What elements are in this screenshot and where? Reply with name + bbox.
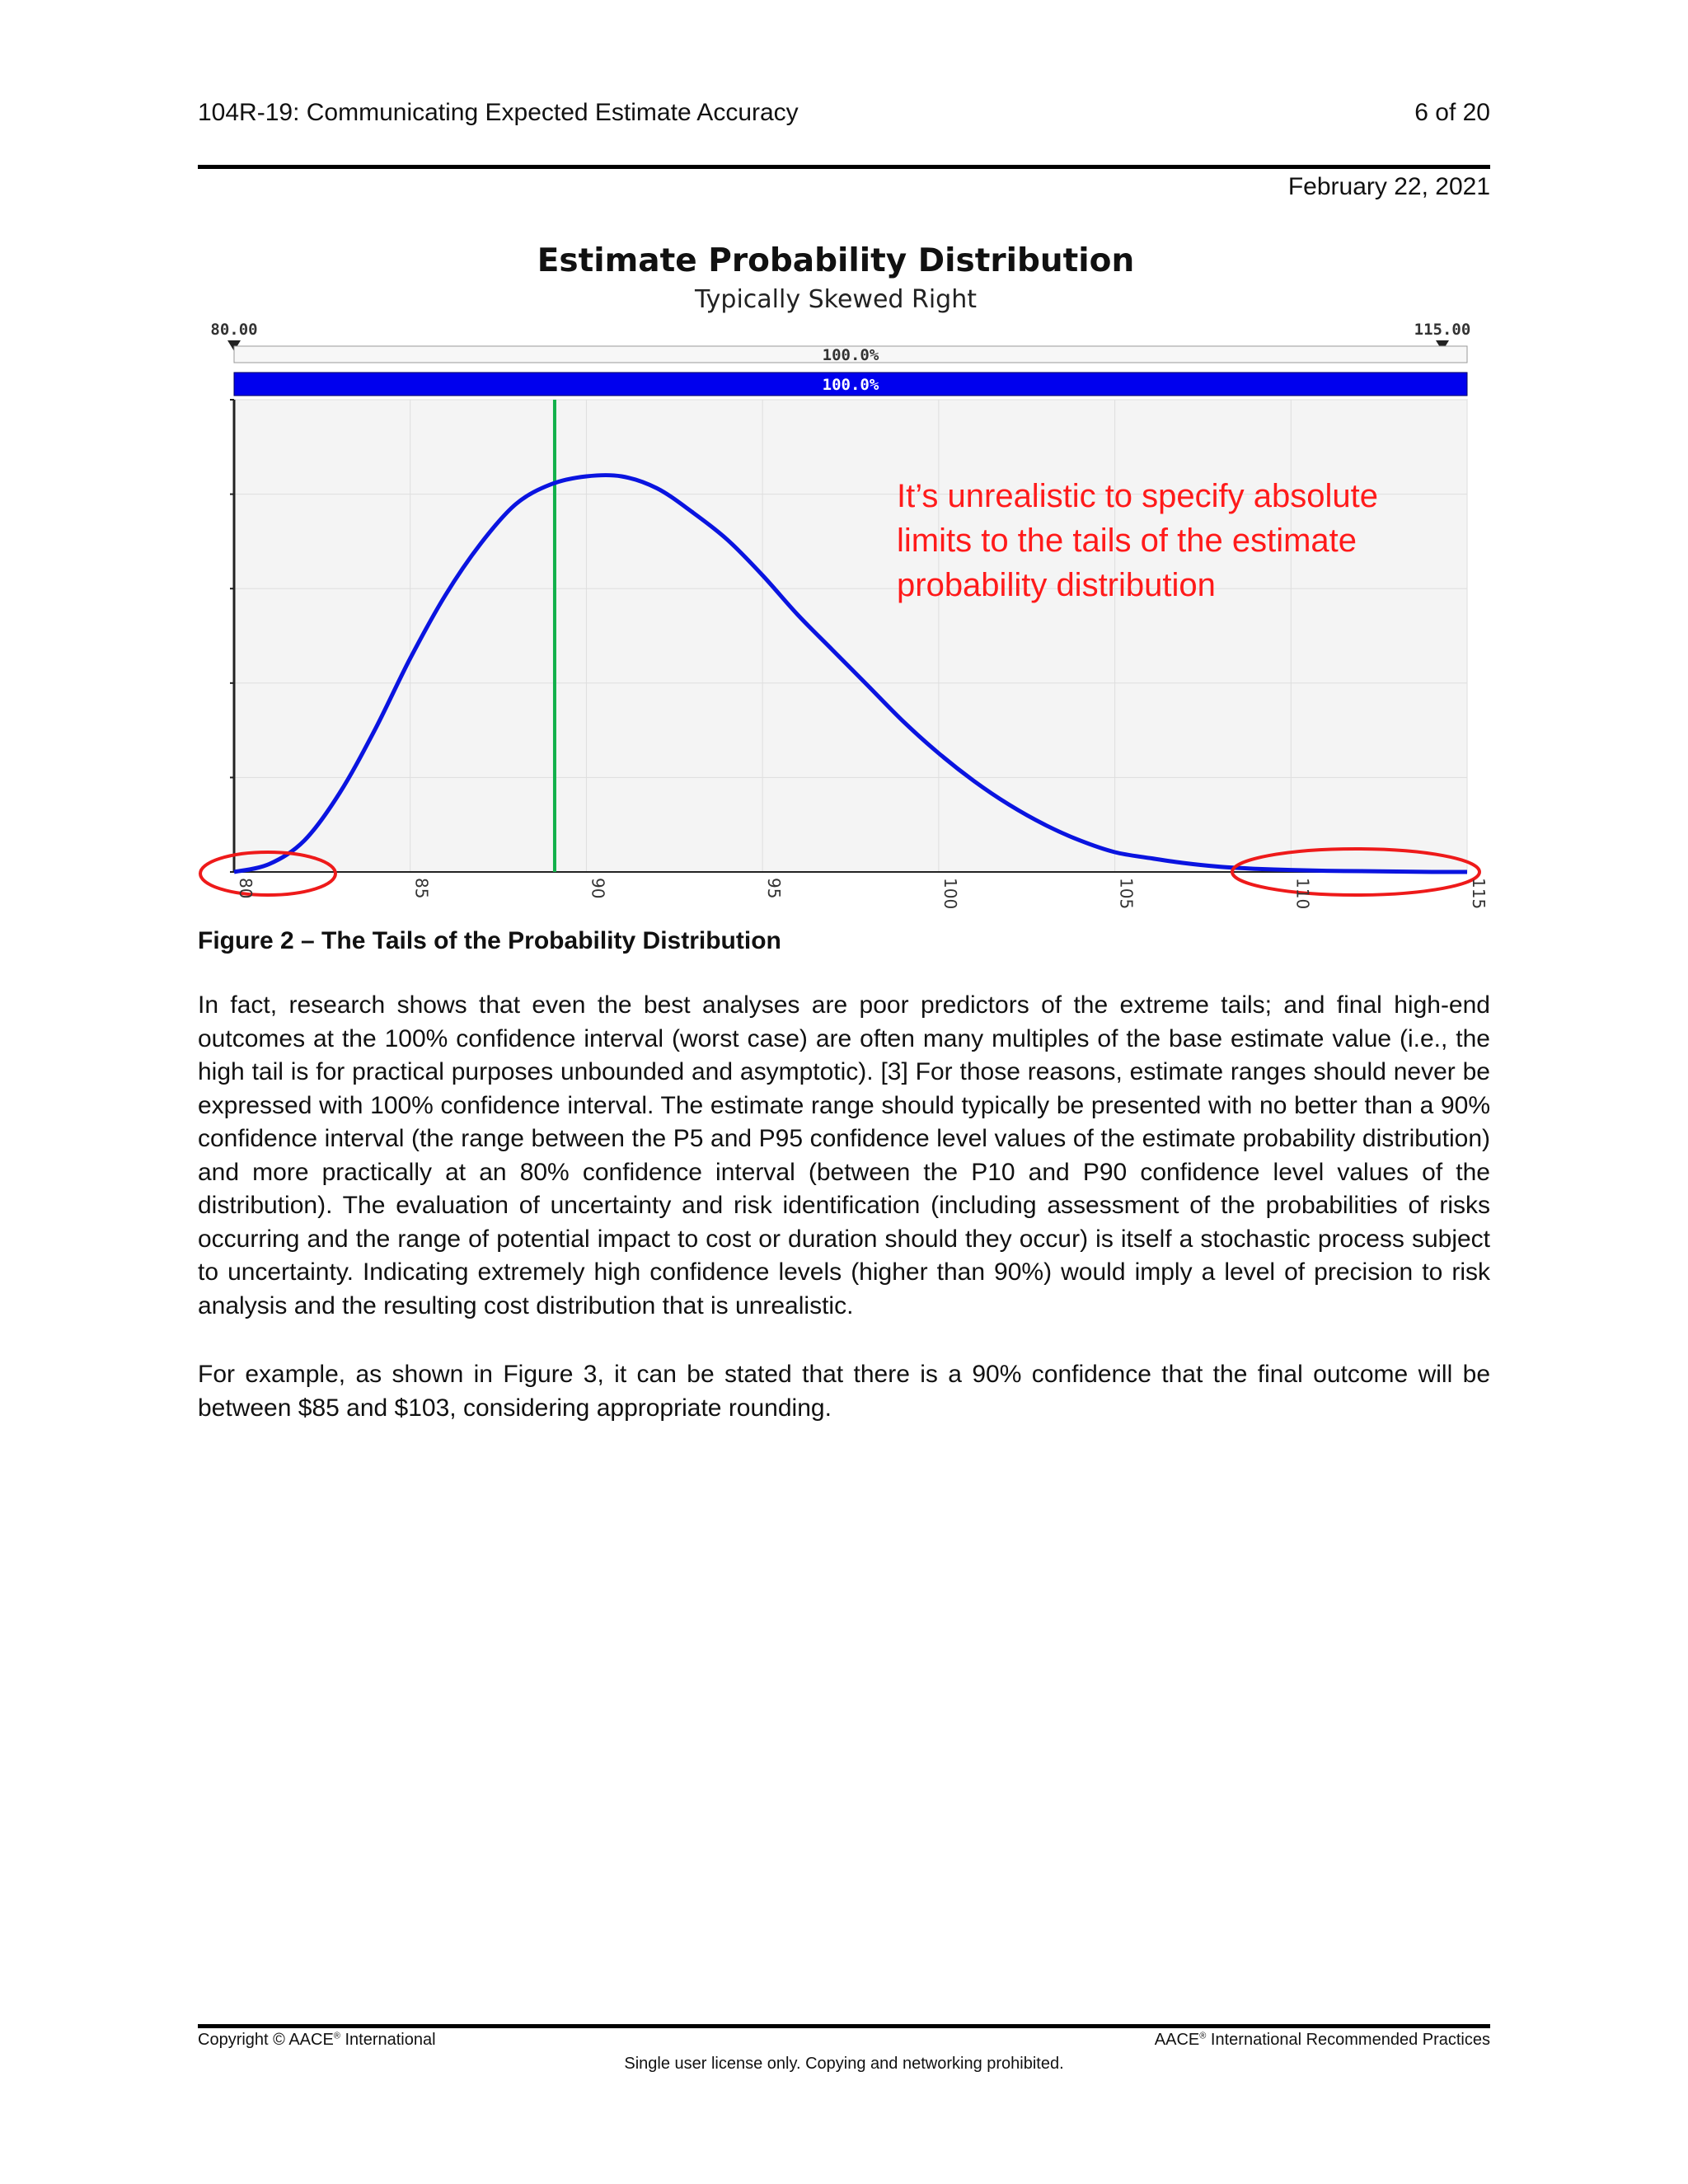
page-number: 6 of 20 xyxy=(1414,99,1490,126)
x-tick-label: 80 xyxy=(236,878,256,899)
x-tick-label: 115 xyxy=(1469,878,1489,910)
x-tick-labels xyxy=(236,878,1489,909)
document-date: February 22, 2021 xyxy=(1287,173,1490,200)
footer-copyright xyxy=(198,2031,436,2050)
registered-mark: ® xyxy=(1199,2031,1207,2041)
footer-series-rest: International Recommended Practices xyxy=(1206,2031,1490,2049)
range-bar-top-label: 100.0% xyxy=(822,346,879,364)
annotation-line-3: probability distribution xyxy=(897,567,1216,603)
chart-title: Estimate Probability Distribution xyxy=(537,242,1135,279)
x-tick-label: 105 xyxy=(1116,878,1137,910)
footer-rule xyxy=(198,2024,1490,2028)
footer-series-text: AACE xyxy=(1154,2031,1200,2049)
footer-license: Single user license only. Copying and networking prohibited. xyxy=(624,2055,1064,2073)
range-left-label: 80.00 xyxy=(210,321,258,339)
annotation-line-2: limits to the tails of the estimate xyxy=(897,523,1357,559)
body-paragraph-1: In fact, research shows that even the best analyses are poor predictors of the extreme tails; and final high-end outcomes at the 100% confidence interval (worst case) are often many multiples of the base estimate value (i.e., the high tail is for practical purposes unbounded and asymptotic). [3] For those reasons, estimate ranges should never be expressed with 100% confidence interval. The estimate range should typically be presented with no better than a 90% confidence interval (the range between the P5 and P95 confidence level values of the estimate probability distribution) and more practically at an 80% confidence interval (between the P10 and P90 confidence level values of the distribution). The evaluation of uncertainty and risk identification (including assessment of the probabilities of risks occurring and the range of potential impact to cost or duration should they occur) is itself a stochastic process subject to uncertainty. Indicating extremely high confidence levels (higher than 90%) would imply a level of precision to risk analysis and the resulting cost distribution that is unrealistic. xyxy=(198,991,1490,1319)
x-tick-label: 100 xyxy=(940,878,960,910)
footer-copyright-rest: International xyxy=(340,2031,436,2049)
x-tick-label: 85 xyxy=(411,878,432,899)
figure-caption: Figure 2 – The Tails of the Probability Distribution xyxy=(198,927,781,954)
footer-copyright-text: Copyright © AACE xyxy=(198,2031,334,2049)
chart-subtitle: Typically Skewed Right xyxy=(695,285,977,314)
x-tick-label: 110 xyxy=(1292,878,1313,910)
plot-area xyxy=(234,400,1467,872)
footer-series xyxy=(1155,2031,1490,2050)
document-title: 104R-19: Communicating Expected Estimate Accuracy xyxy=(198,99,799,126)
probability-distribution-chart xyxy=(191,235,1493,919)
x-tick-label: 95 xyxy=(764,878,785,899)
annotation-line-1: It’s unrealistic to specify absolute xyxy=(897,478,1379,514)
header-rule xyxy=(198,165,1490,169)
registered-mark: ® xyxy=(333,2031,340,2041)
range-bar-bottom-label: 100.0% xyxy=(822,376,879,394)
range-right-label: 115.00 xyxy=(1414,321,1471,339)
x-tick-label: 90 xyxy=(588,878,608,899)
body-paragraph-2: For example, as shown in Figure 3, it can be stated that there is a 90% confidence that the final outcome will be between $85 and $103, considering appropriate rounding. xyxy=(198,1361,1490,1422)
